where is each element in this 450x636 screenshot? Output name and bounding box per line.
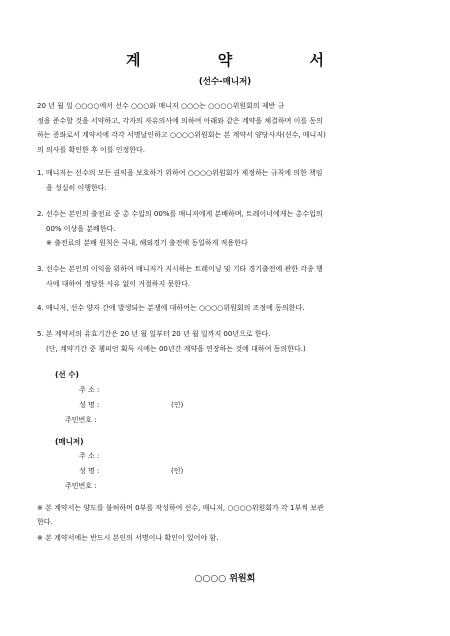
clause-line: 3. 선수는 본인의 이익을 위하여 매니저가 지시하는 트레이닝 및 기타 경기출전에 관한 각종 행 xyxy=(37,265,323,273)
clause-line: 00% 이상을 분배한다. xyxy=(46,224,116,233)
player-name-label: 성 명 : xyxy=(79,401,100,409)
clause-line: 을 성실히 이행한다. xyxy=(46,183,107,192)
clause-4 xyxy=(37,301,419,316)
clause-line: 5. 본 계약서의 유효기간은 20 년 월 일부터 20 년 월 일까지 00년으로 한다. xyxy=(37,330,271,338)
clause-note: ※ 출전료의 분배 원칙은 국내, 해외경기 출전에 동일하게 적용한다 xyxy=(46,239,248,247)
clause-2 xyxy=(37,207,419,251)
note-1: ※ 본 계약서는 양도를 불허하며 0부를 작성하여 선수, 매니저, ○○○○위원회가 각 1부씩 보관 xyxy=(37,504,324,512)
clause-3 xyxy=(37,262,419,291)
player-address-label: 주 소 : xyxy=(79,386,100,394)
clause-line: 사에 대하여 정당한 사유 없이 거절하지 못한다. xyxy=(46,279,191,288)
note-1-cont: 한다. xyxy=(37,518,53,526)
player-id-label: 주민번호 : xyxy=(65,416,97,424)
intro-paragraph xyxy=(37,99,417,157)
clause-line: 2. 선수는 본인의 출전료 중 총 수입의 00%를 매니저에게 분배하며, 트레이너에게는 총수입의 xyxy=(37,210,323,218)
manager-seal: (인) xyxy=(171,467,184,475)
clause-line: 1. 매니저는 선수의 모든 권익을 보호하기 위하여 ○○○○위원회가 제정하는 규칙에 의한 책임 xyxy=(37,169,323,177)
manager-address-label: 주 소 : xyxy=(79,452,100,460)
manager-section-heading: (매니저) xyxy=(55,437,84,446)
manager-id-label: 주민번호 : xyxy=(65,482,97,490)
manager-name-label: 성 명 : xyxy=(79,467,100,475)
clause-line: (단, 계약기간 중 챔피언 획득 시에는 00년간 계약을 연장하는 것에 대하여 동의한다.) xyxy=(46,344,306,353)
player-seal: (인) xyxy=(171,401,184,409)
clause-line: 4. 매니저, 선수 양자 간에 발생되는 분쟁에 대하여는 ○○○○위원회의 조정에 동의한다. xyxy=(37,304,305,312)
intro-line: 의 의사를 확인한 후 이를 인정한다. xyxy=(37,145,146,154)
player-section-heading: (선 수) xyxy=(55,370,79,379)
note-2: ※ 본 계약서에는 반드시 본인의 서명이나 확인이 있어야 함. xyxy=(37,534,219,542)
intro-line: 하는 증좌로서 계약서에 각각 서명날인하고 ○○○○위원회는 본 계약서 양당사자(선수, 매니저) xyxy=(37,131,326,139)
clause-1 xyxy=(37,166,419,195)
intro-line: 정을 준수할 것을 서약하고, 각자의 자유의사에 의하여 아래와 같은 계약을 체결하며 이를 동의 xyxy=(37,116,323,125)
clause-5 xyxy=(37,327,419,356)
document-title: 계 약 서 xyxy=(126,51,360,69)
committee-footer: ○○○○ 위원회 xyxy=(194,574,256,584)
intro-line: 20 년 월 일 ○○○○에서 선수 ○○○와 매니저 ○○○는 ○○○○위원회의 제반 규 xyxy=(37,102,285,110)
document-subtitle: (선수-매니저) xyxy=(198,77,252,87)
